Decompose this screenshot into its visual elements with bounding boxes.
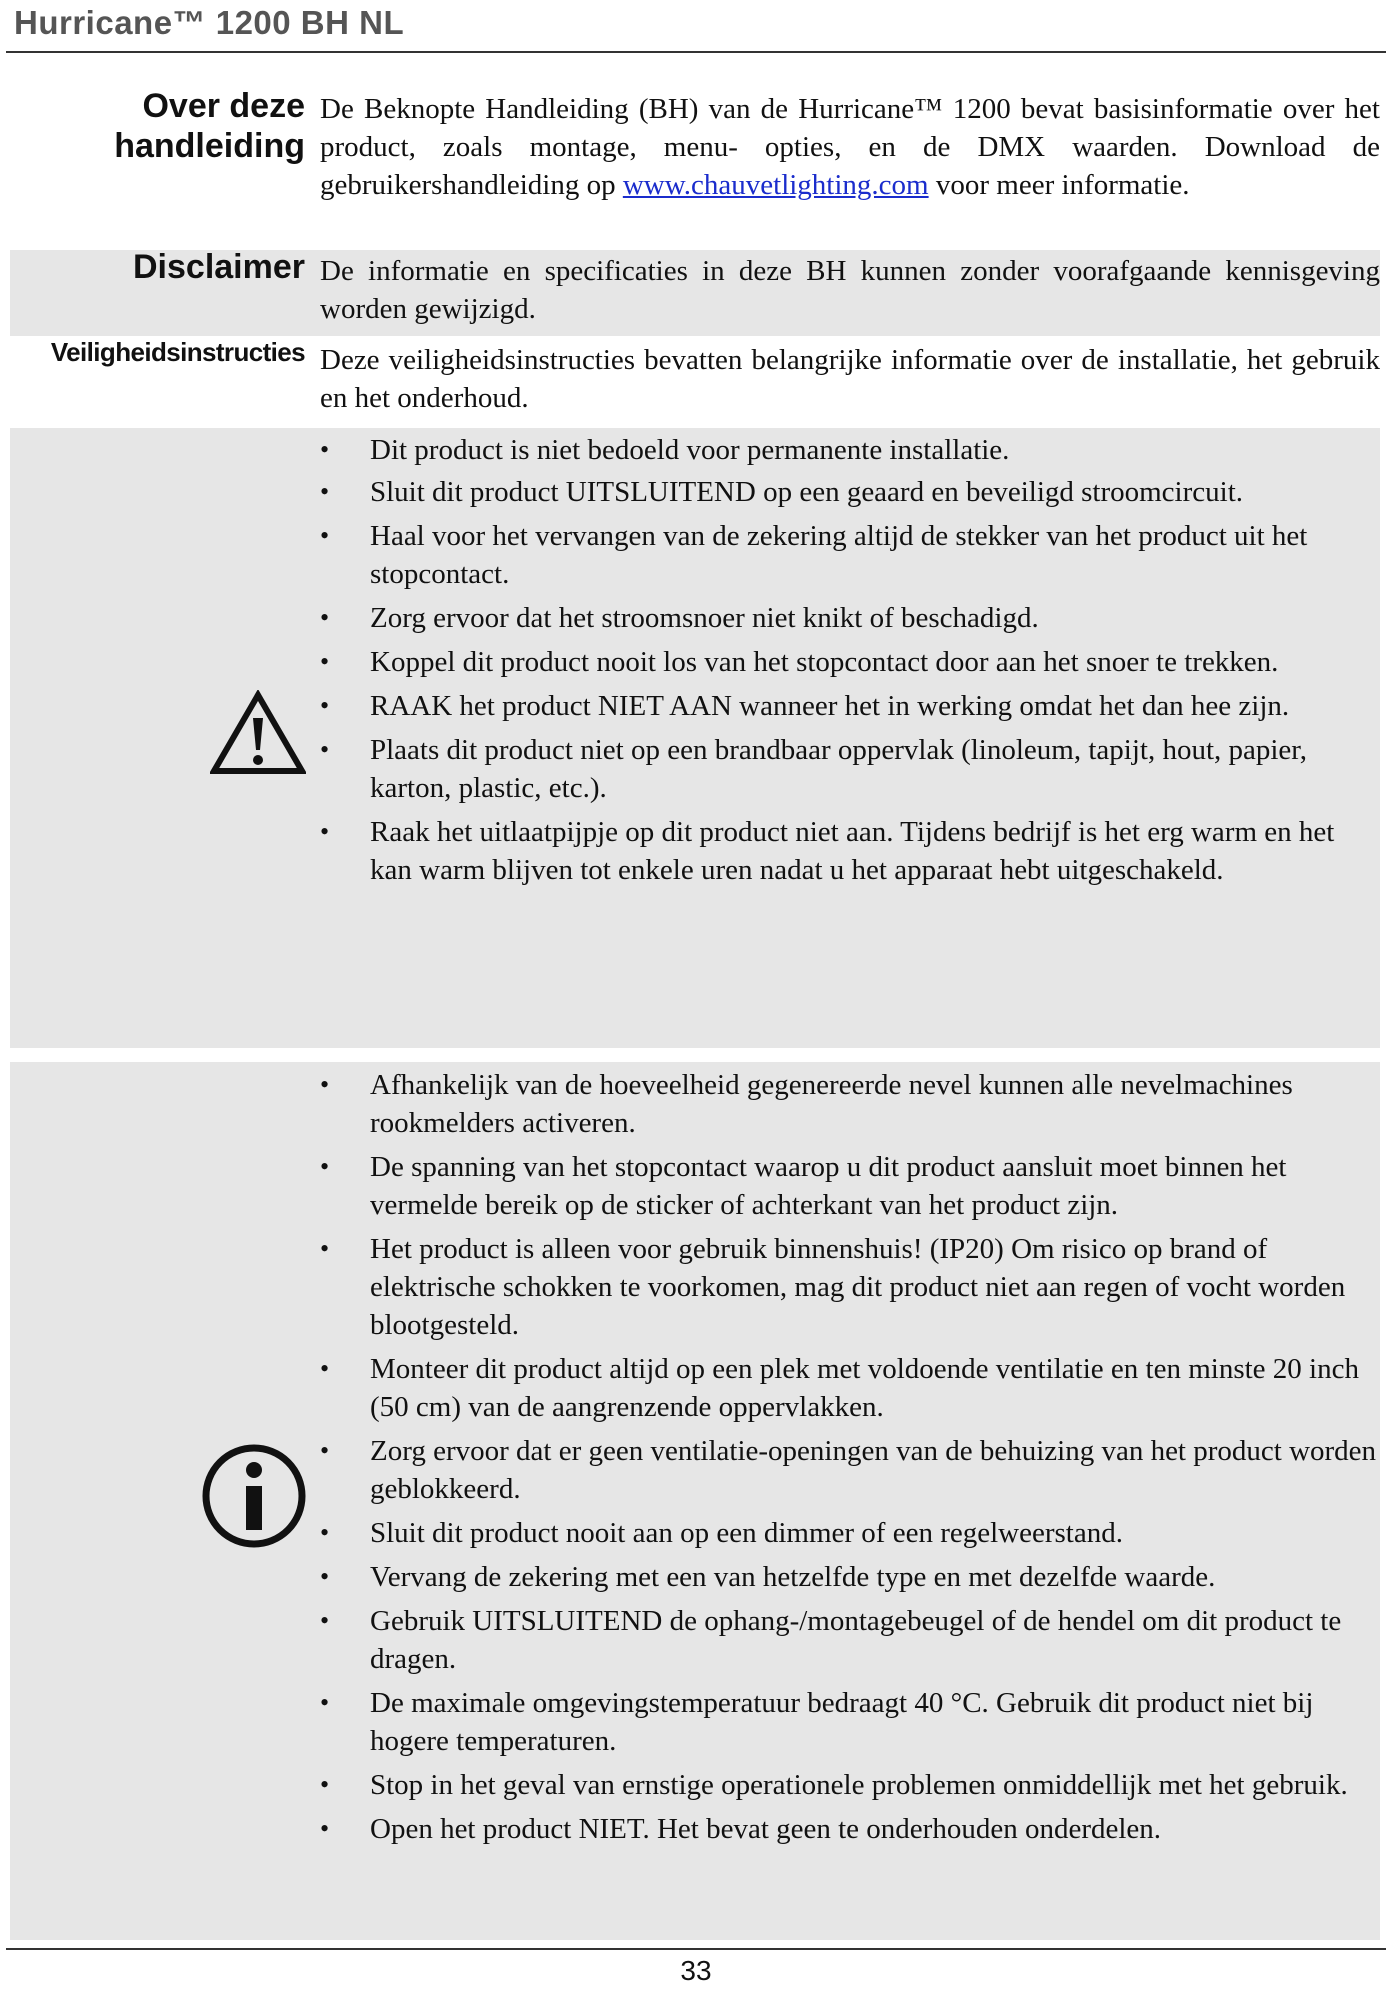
info-item: • De spanning van het stopcontact waarop u dit product aansluit moet binnen het vermelde bereik op de sticker of achterkant van het product zijn. <box>320 1148 1380 1224</box>
warning-item: • Sluit dit product UITSLUITEND op een geaard en beveiligd stroomcircuit. <box>320 473 1380 511</box>
warning-item: • Haal voor het vervangen van de zekering altijd de stekker van het product uit het stopcontact. <box>320 517 1380 593</box>
about-label-line1: Over deze <box>142 87 305 125</box>
header-divider <box>6 51 1386 53</box>
about-text-intro: De Beknopte Handleiding (BH) van de Hurricane™ 1200 bevat basisinformatie over het product, zoals montage, menu- opties, en de DMX waarden. Download de gebruikershandleiding op <box>320 93 1380 201</box>
website-link[interactable]: www.chauvetlighting.com <box>622 169 929 201</box>
warning-item: • Koppel dit product nooit los van het stopcontact door aan het snoer te trekken. <box>320 643 1380 681</box>
warning-item: • Raak het uitlaatpijpje op dit product niet aan. Tijdens bedrijf is het erg warm en het kan warm blijven tot enkele uren nadat u het apparaat hebt uitgeschakeld. <box>320 813 1380 889</box>
disclaimer-label: Disclaimer <box>133 248 305 286</box>
warning-item: • RAAK het product NIET AAN wanneer het in werking omdat het dan hee zijn. <box>320 687 1380 725</box>
page-header-title: Hurricane™ 1200 BH NL <box>14 4 405 41</box>
info-item: • De maximale omgevingstemperatuur bedraagt 40 °C. Gebruik dit product niet bij hogere temperaturen. <box>320 1684 1380 1760</box>
info-item: • Zorg ervoor dat er geen ventilatie-openingen van de behuizing van het product worden geblokkeerd. <box>320 1432 1380 1508</box>
info-item: • Monteer dit product altijd op een plek met voldoende ventilatie en ten minste 20 inch (50 cm) van de aangrenzende oppervlakken. <box>320 1350 1380 1426</box>
disclaimer-text: De informatie en specificaties in deze BH kunnen zonder voorafgaande kennisgeving worden gewijzigd. <box>320 255 1380 325</box>
info-icon <box>200 1442 308 1550</box>
info-item: • Stop in het geval van ernstige operationele problemen onmiddellijk met het gebruik. <box>320 1766 1380 1804</box>
safety-intro: Deze veiligheidsinstructies bevatten belangrijke informatie over de installatie, het gebruik en het onderhoud. <box>320 344 1380 414</box>
about-text <box>320 90 1380 204</box>
warning-item: • Dit product is niet bedoeld voor permanente installatie. <box>320 431 1380 469</box>
about-label <box>114 86 305 166</box>
warning-icon <box>210 690 306 776</box>
page-number: 33 <box>680 1955 712 1986</box>
info-item: • Afhankelijk van de hoeveelheid gegenereerde nevel kunnen alle nevelmachines rookmelders activeren. <box>320 1066 1380 1142</box>
info-list <box>320 1066 1380 1848</box>
warning-item: • Zorg ervoor dat het stroomsnoer niet knikt of beschadigd. <box>320 599 1380 637</box>
info-item: • Sluit dit product nooit aan op een dimmer of een regelweerstand. <box>320 1514 1380 1552</box>
warnings-list <box>320 431 1380 889</box>
footer-divider <box>6 1948 1386 1950</box>
info-item: • Open het product NIET. Het bevat geen te onderhouden onderdelen. <box>320 1810 1380 1848</box>
safety-label: Veiligheidsinstructies <box>50 337 305 367</box>
info-item: • Gebruik UITSLUITEND de ophang-/montagebeugel of de hendel om dit product te dragen. <box>320 1602 1380 1678</box>
warning-item: • Plaats dit product niet op een brandbaar oppervlak (linoleum, tapijt, hout, papier, karton, plastic, etc.). <box>320 731 1380 807</box>
about-label-line2: handleiding <box>114 127 305 165</box>
about-text-outro: voor meer informatie. <box>928 169 1190 201</box>
info-item: • Het product is alleen voor gebruik binnenshuis! (IP20) Om risico op brand of elektrische schokken te voorkomen, mag dit product niet aan regen of vocht worden blootgesteld. <box>320 1230 1380 1344</box>
info-item: • Vervang de zekering met een van hetzelfde type en met dezelfde waarde. <box>320 1558 1380 1596</box>
